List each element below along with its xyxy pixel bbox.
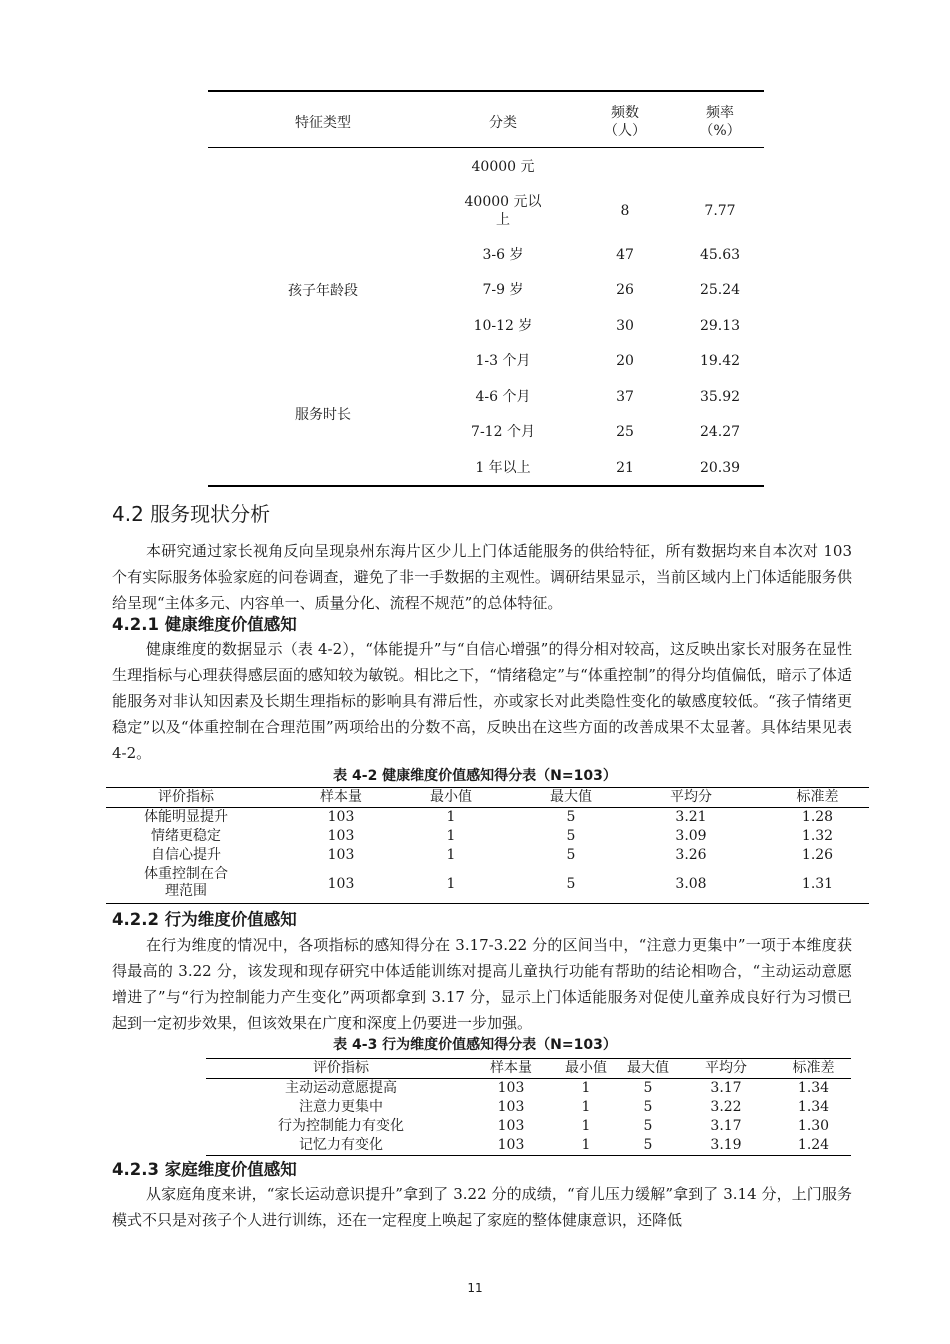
table-cell: 103 xyxy=(327,876,355,892)
table-cell: 25 xyxy=(616,424,634,440)
table-header-cell: 最大值 xyxy=(627,1060,669,1076)
table-header-cell: 最大值 xyxy=(550,789,592,805)
table-top-rule xyxy=(106,787,869,788)
table-cell: 1-3 个月 xyxy=(475,353,531,369)
table-caption: 表 4-2 健康维度价值感知得分表（N=103） xyxy=(333,768,617,784)
table-cell: 8 xyxy=(620,203,630,219)
table-cell: 103 xyxy=(497,1118,525,1134)
table-cell: 5 xyxy=(643,1099,653,1115)
table-cell: 5 xyxy=(643,1118,653,1134)
table-header-cell: 评价指标 xyxy=(158,789,214,805)
section-heading: 4.2 服务现状分析 xyxy=(112,502,271,526)
table-cell: 40000 元以 上 xyxy=(464,194,542,228)
table-header-cell: 样本量 xyxy=(320,789,362,805)
table-top-rule xyxy=(206,1058,851,1059)
table-cell: 7.77 xyxy=(704,203,736,219)
table-cell: 3.19 xyxy=(710,1137,742,1153)
table-cell: 1.34 xyxy=(797,1080,830,1096)
table-cell: 1.26 xyxy=(801,847,834,863)
table-cell: 3.09 xyxy=(675,828,707,844)
table-cell: 3.17 xyxy=(710,1080,742,1096)
table-header-cell: 平均分 xyxy=(705,1060,747,1076)
table-cell: 1 xyxy=(581,1080,591,1096)
table-cell: 1 xyxy=(446,809,456,825)
table-cell: 1 xyxy=(581,1099,591,1115)
table-cell: 20.39 xyxy=(699,460,741,476)
table-header-rule xyxy=(106,807,869,808)
table-cell: 103 xyxy=(497,1137,525,1153)
table-cell: 103 xyxy=(497,1099,525,1115)
table-cell: 5 xyxy=(643,1137,653,1153)
table-header-rule xyxy=(208,147,764,148)
section-intro-paragraph: 本研究通过家长视角反向呈现泉州东海片区少儿上门体适能服务的供给特征，所有数据均来自本次对 103 个有实际服务体验家庭的问卷调查，避免了非一手数据的主观性。调研结果显示，当前区域内上门体适能服务供给呈现“主体多元、内容单一、质量分化、流程不规范”的总体特征。 xyxy=(112,542,852,612)
table-cell: 21 xyxy=(616,460,634,476)
table-cell: 47 xyxy=(616,247,634,263)
table-cell: 情绪更稳定 xyxy=(151,828,221,844)
table-cell: 20 xyxy=(616,353,634,369)
table-cell: 5 xyxy=(566,876,576,892)
table-cell: 主动运动意愿提高 xyxy=(285,1080,397,1096)
table-cell: 19.42 xyxy=(699,353,741,369)
table-bottom-rule xyxy=(206,1155,851,1156)
table-header-rule xyxy=(206,1078,851,1079)
table-cell: 体重控制在合 理范围 xyxy=(144,866,228,899)
table-cell: 30 xyxy=(616,318,634,334)
table-cell: 1.30 xyxy=(797,1118,830,1134)
table-cell: 1 年以上 xyxy=(475,460,531,476)
table-header-cell: 标准差 xyxy=(796,789,839,805)
table-cell: 103 xyxy=(327,847,355,863)
table-cell: 26 xyxy=(616,282,634,298)
table-cell: 体能明显提升 xyxy=(144,809,228,825)
table-cell: 1.24 xyxy=(797,1137,830,1153)
table-header-cell: 频数 （人） xyxy=(604,105,646,139)
table-header-cell: 频率 （%） xyxy=(699,105,741,139)
table-cell: 1 xyxy=(581,1137,591,1153)
table-cell: 7-9 岁 xyxy=(482,282,524,298)
table-header-cell: 样本量 xyxy=(490,1060,532,1076)
table-top-rule xyxy=(208,90,764,92)
table-cell: 行为控制能力有变化 xyxy=(278,1118,404,1134)
table-cell: 29.13 xyxy=(699,318,741,334)
table-cell: 3-6 岁 xyxy=(482,247,524,263)
table-cell: 5 xyxy=(566,847,576,863)
table-cell: 24.27 xyxy=(699,424,741,440)
table-cell: 103 xyxy=(327,809,355,825)
table-header-cell: 平均分 xyxy=(670,789,712,805)
table-cell: 1 xyxy=(581,1118,591,1134)
subsection-paragraph: 健康维度的数据显示（表 4-2），“体能提升”与“自信心增强”的得分相对较高，这反映出家长对服务在显性生理指标与心理获得感层面的感知较为敏锐。相比之下，“情绪稳定”与“体重控制”的得分均值偏低，暗示了体适能服务对非认知因素及长期生理指标的影响具有滞后性，亦或家长对此类隐性变化的敏感度较低。“孩子情绪更稳定”以及“体重控制在合理范围”两项给出的分数不高，反映出在这些方面的改善成果不太显著。具体结果见表 4-2。 xyxy=(112,640,852,762)
table-cell: 注意力更集中 xyxy=(299,1099,383,1115)
subsection-heading: 4.2.3 家庭维度价值感知 xyxy=(112,1160,297,1179)
table-header-cell: 评价指标 xyxy=(313,1060,369,1076)
table-cell: 40000 元 xyxy=(471,159,535,175)
subsection-heading: 4.2.2 行为维度价值感知 xyxy=(112,910,297,929)
table-cell: 4-6 个月 xyxy=(475,389,531,405)
table-group-label: 服务时长 xyxy=(295,407,351,423)
table-cell: 103 xyxy=(327,828,355,844)
table-bottom-rule xyxy=(208,485,764,487)
table-cell: 10-12 岁 xyxy=(473,318,533,334)
subsection-paragraph: 从家庭角度来讲，“家长运动意识提升”拿到了 3.22 分的成绩，“育儿压力缓解”拿到了 3.14 分，上门服务模式不只是对孩子个人进行训练，还在一定程度上唤起了家庭的整体健康意识，还降低 xyxy=(112,1185,852,1229)
table-cell: 1 xyxy=(446,876,456,892)
table-cell: 1.31 xyxy=(801,876,834,892)
table-cell: 5 xyxy=(643,1080,653,1096)
table-header-cell: 特征类型 xyxy=(295,115,351,131)
table-cell: 1.32 xyxy=(801,828,834,844)
table-cell: 37 xyxy=(616,389,634,405)
table-cell: 35.92 xyxy=(699,389,741,405)
subsection-heading: 4.2.1 健康维度价值感知 xyxy=(112,615,297,634)
table-cell: 3.21 xyxy=(675,809,707,825)
table-header-cell: 分类 xyxy=(489,115,517,131)
table-cell: 1.34 xyxy=(797,1099,830,1115)
table-cell: 3.17 xyxy=(710,1118,742,1134)
table-cell: 103 xyxy=(497,1080,525,1096)
table-cell: 1 xyxy=(446,847,456,863)
table-header-cell: 标准差 xyxy=(792,1060,835,1076)
table-cell: 3.26 xyxy=(675,847,707,863)
table-cell: 1 xyxy=(446,828,456,844)
table-cell: 3.08 xyxy=(675,876,707,892)
table-header-cell: 最小值 xyxy=(430,789,472,805)
table-cell: 45.63 xyxy=(699,247,741,263)
table-cell: 3.22 xyxy=(710,1099,742,1115)
table-group-label: 孩子年龄段 xyxy=(288,283,358,299)
table-cell: 5 xyxy=(566,828,576,844)
table-cell: 1.28 xyxy=(801,809,834,825)
table-cell: 7-12 个月 xyxy=(471,424,535,440)
table-cell: 记忆力有变化 xyxy=(299,1137,383,1153)
table-cell: 25.24 xyxy=(699,282,741,298)
table-cell: 自信心提升 xyxy=(151,847,221,863)
table-caption: 表 4-3 行为维度价值感知得分表（N=103） xyxy=(333,1037,617,1053)
page-number: 11 xyxy=(467,1281,483,1295)
table-cell: 5 xyxy=(566,809,576,825)
subsection-paragraph: 在行为维度的情况中，各项指标的感知得分在 3.17-3.22 分的区间当中，“注意力更集中”一项于本维度获得最高的 3.22 分，该发现和现存研究中体适能训练对提高儿童执行功能有帮助的结论相吻合，“主动运动意愿增进了”与“行为控制能力产生变化”两项都拿到 3.17 分，显示上门体适能服务对促使儿童养成良好行为习惯已起到一定初步效果，但该效果在广度和深度上仍要进一步加强。 xyxy=(112,936,852,1032)
table-bottom-rule xyxy=(106,903,869,904)
table-header-cell: 最小值 xyxy=(565,1060,607,1076)
